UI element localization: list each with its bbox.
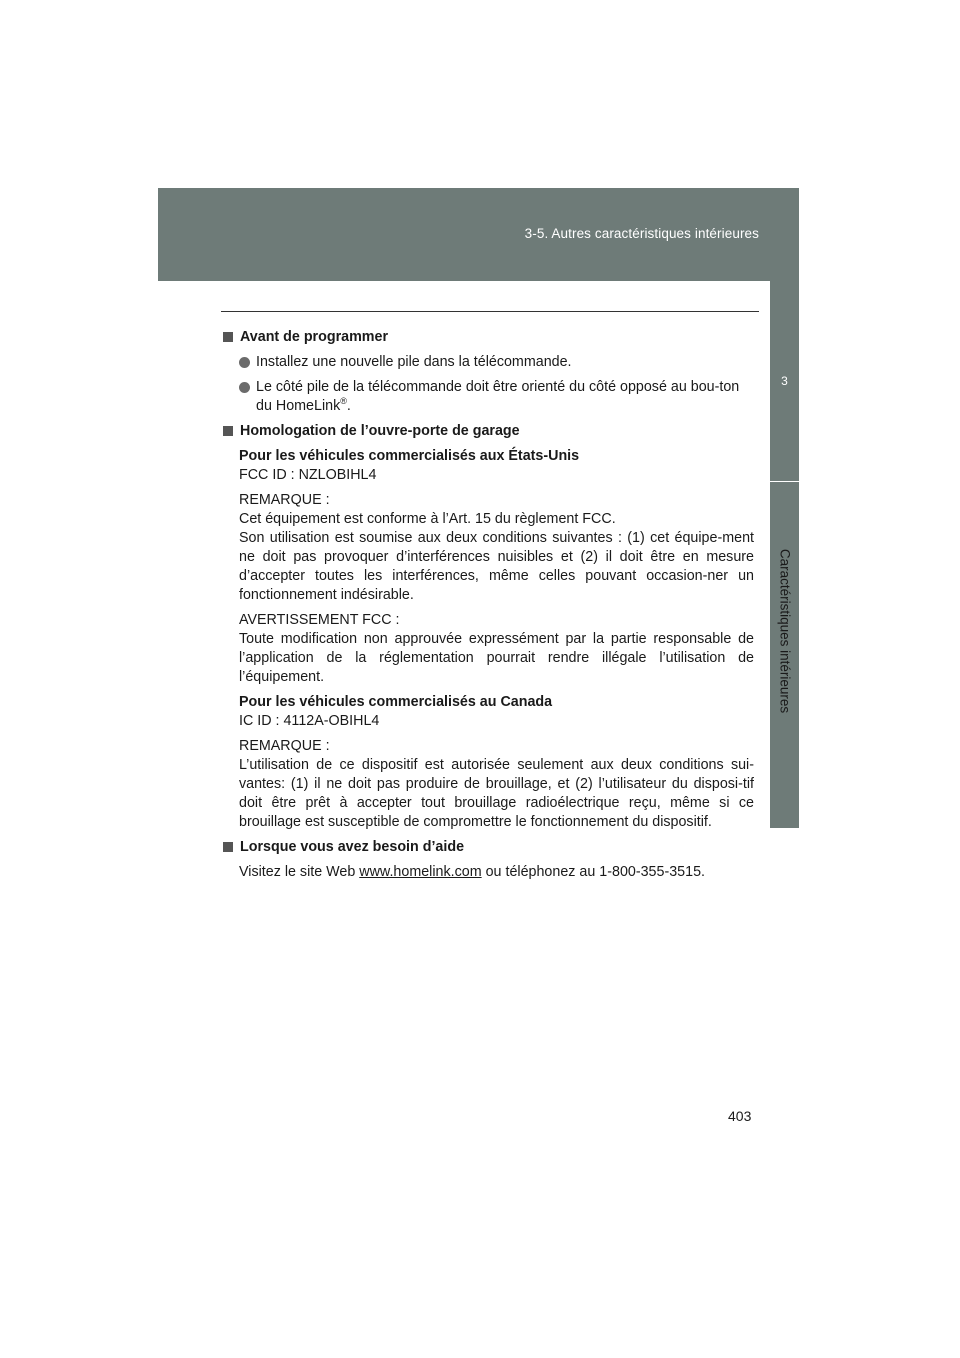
list-item — [239, 353, 754, 372]
fcc-id: FCC ID : NZLOBIHL4 — [239, 467, 377, 483]
registered-mark: ® — [340, 396, 347, 407]
section-title: 3-5. Autres caractéristiques intérieures — [524, 226, 759, 241]
square-bullet-icon — [223, 332, 233, 342]
warning-label: AVERTISSEMENT FCC : — [239, 612, 400, 628]
help-text-before: Visitez le site Web — [239, 864, 360, 880]
chapter-number: 3 — [781, 374, 788, 388]
note-label: REMARQUE : — [239, 738, 330, 754]
chapter-label-text: Caractéristiques intérieures — [777, 548, 792, 714]
section-heading — [221, 422, 754, 441]
fcc-warning: Toute modification non approuvée expressément par la partie responsable de l’application de la réglementation pourrait rendre illégale l’utilisation de l’équipement. — [239, 631, 754, 685]
help-text — [239, 863, 754, 882]
round-bullet-icon — [239, 357, 250, 368]
chapter-header — [158, 188, 799, 281]
us-note-block — [239, 491, 754, 605]
list-item-text: Installez une nouvelle pile dans la télécommande. — [256, 354, 572, 370]
canada-note: L’utilisation de ce dispositif est autorisée seulement aux deux conditions sui-vantes: (1) il ne doit pas produire de brouillage, et (2) l’utilisateur du disposi-tif doit être prêt à accepter tout brouillage radioélectrique reçu, même si ce brouillage est susceptible de compromettre le fonctionnement du dispositif. — [239, 757, 754, 830]
content-top-rule — [221, 311, 759, 312]
section-help — [221, 838, 754, 882]
note-label: REMARQUE : — [239, 492, 330, 508]
fcc-warning-block — [239, 611, 754, 687]
canada-heading: Pour les véhicules commercialisés au Canada — [239, 694, 553, 710]
canada-note-block — [239, 737, 754, 832]
us-block — [239, 447, 754, 485]
fcc-compliance: Cet équipement est conforme à l’Art. 15 du règlement FCC. — [239, 511, 616, 527]
heading-text: Avant de programmer — [240, 329, 389, 345]
round-bullet-icon — [239, 382, 250, 393]
us-heading: Pour les véhicules commercialisés aux États-Unis — [239, 448, 580, 464]
list-item-text-end: . — [346, 398, 351, 414]
list-item-text-main: Le côté pile de la télécommande doit être orienté du côté opposé au bou-ton du HomeLink — [256, 379, 740, 414]
chapter-label — [770, 481, 799, 781]
chapter-side-tab — [770, 281, 799, 828]
homelink-website-link[interactable]: www.homelink.com — [359, 864, 482, 880]
ic-id: IC ID : 4112A-OBIHL4 — [239, 713, 380, 729]
canada-block — [239, 693, 754, 731]
section-heading — [221, 838, 754, 857]
page-number: 403 — [728, 1108, 752, 1124]
square-bullet-icon — [223, 426, 233, 436]
section-heading — [221, 328, 754, 347]
page-content — [221, 328, 754, 888]
fcc-conditions: Son utilisation est soumise aux deux conditions suivantes : (1) cet équipe-ment ne doit pas provoquer d’interférences nuisibles et (2) il doit être en mesure d’accepter toutes les interférences, même celles pouvant occasion-ner un fonctionnement indésirable. — [239, 530, 754, 603]
section-before-programming — [221, 328, 754, 416]
square-bullet-icon — [223, 842, 233, 852]
heading-text: Homologation de l’ouvre-porte de garage — [240, 423, 520, 439]
section-approval — [221, 422, 754, 832]
list-item — [239, 378, 754, 416]
help-text-after: ou téléphonez au 1-800-355-3515. — [481, 864, 705, 880]
heading-text: Lorsque vous avez besoin d’aide — [240, 839, 465, 855]
list-item-text — [256, 378, 754, 416]
